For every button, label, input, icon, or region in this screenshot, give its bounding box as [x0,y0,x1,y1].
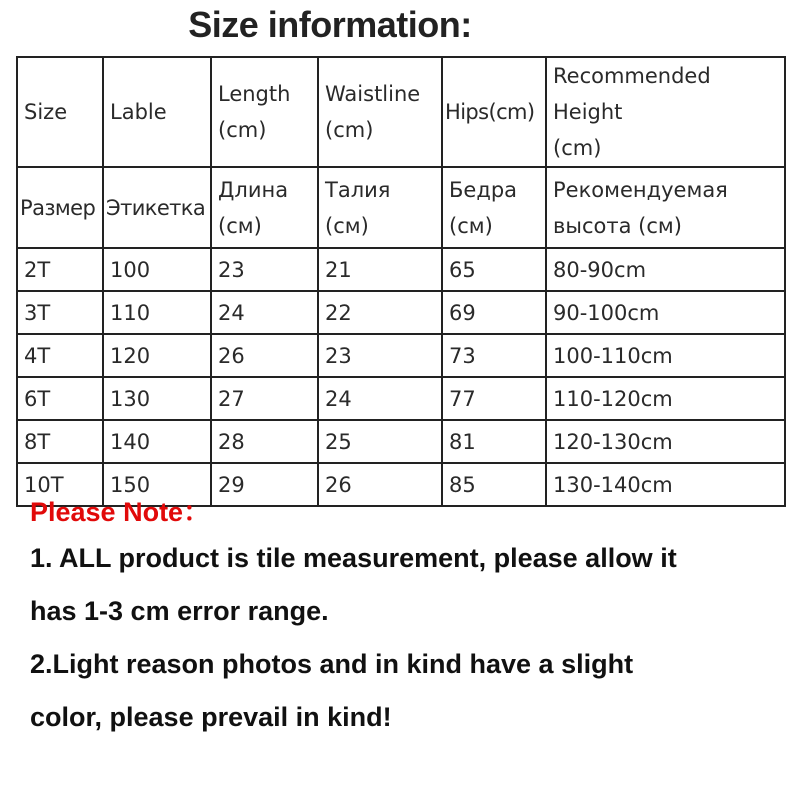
table-cell: 27 [211,377,318,420]
table-cell: 22 [318,291,442,334]
header-row-english [17,57,785,167]
table-cell: 80-90cm [546,248,785,291]
table-cell: 130-140cm [546,463,785,506]
table-cell: 23 [318,334,442,377]
table-cell: 10T [17,463,103,506]
size-table [16,56,786,507]
header-cell: Size [17,57,103,167]
table-row [17,291,785,334]
header-cell: Lable [103,57,211,167]
header-row-russian [17,167,785,248]
table-cell: 81 [442,420,546,463]
table-cell: 24 [211,291,318,334]
table-cell: 69 [442,291,546,334]
header-cell: Waistline (cm) [318,57,442,167]
header-cell: Рекомендуемая высота (см) [546,167,785,248]
header-cell: Длина (см) [211,167,318,248]
header-cell: Hips(cm) [442,57,546,167]
table-cell: 28 [211,420,318,463]
table-cell: 25 [318,420,442,463]
table-cell: 6T [17,377,103,420]
table-cell: 85 [442,463,546,506]
table-cell: 77 [442,377,546,420]
table-cell: 120-130cm [546,420,785,463]
table-cell: 120 [103,334,211,377]
header-cell: Этикетка [103,167,211,248]
table-row [17,334,785,377]
table-cell: 110 [103,291,211,334]
note-line: color, please prevail in kind! [30,702,392,732]
table-cell: 23 [211,248,318,291]
table-cell: 150 [103,463,211,506]
table-cell: 21 [318,248,442,291]
table-cell: 65 [442,248,546,291]
note-line: 1. ALL product is tile measurement, please allow it [30,543,677,573]
table-cell: 2T [17,248,103,291]
table-cell: 26 [318,463,442,506]
table-row [17,248,785,291]
header-cell: Размер [17,167,103,248]
table-cell: 8T [17,420,103,463]
note-title: Please Note： [30,497,211,527]
table-cell: 100 [103,248,211,291]
note-line: has 1-3 cm error range. [30,596,329,626]
table-cell: 130 [103,377,211,420]
header-cell: Бедра (см) [442,167,546,248]
table-cell: 3T [17,291,103,334]
table-cell: 73 [442,334,546,377]
table-cell: 4T [17,334,103,377]
header-cell: Length (cm) [211,57,318,167]
table-cell: 26 [211,334,318,377]
table-row [17,420,785,463]
table-cell: 110-120cm [546,377,785,420]
table-cell: 24 [318,377,442,420]
table-cell: 100-110cm [546,334,785,377]
header-cell: Recommended Height (cm) [546,57,785,167]
header-cell: Талия (см) [318,167,442,248]
table-cell: 29 [211,463,318,506]
note-line: 2.Light reason photos and in kind have a slight [30,649,634,679]
table-cell: 90-100cm [546,291,785,334]
page-title: Size information: [188,4,472,45]
table-row [17,377,785,420]
table-cell: 140 [103,420,211,463]
